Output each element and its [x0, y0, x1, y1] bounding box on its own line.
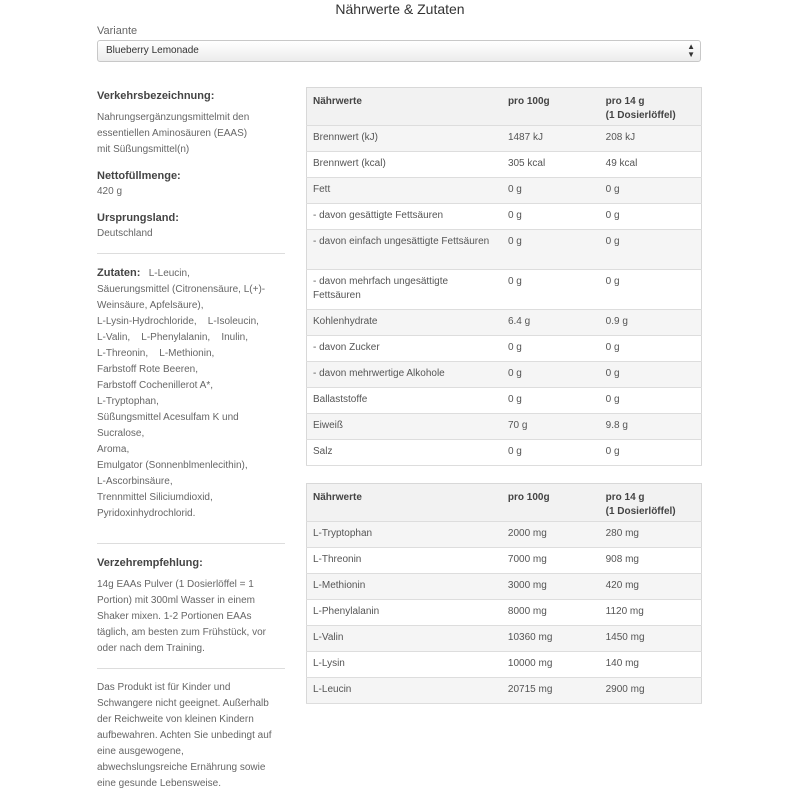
header-naehrwerte: Nährwerte — [307, 88, 502, 126]
zutaten-line: Aroma, — [97, 444, 130, 455]
zutaten-line: L-Ascorbinsäure, — [97, 476, 173, 487]
value-per-100g: 0 g — [502, 178, 600, 204]
row-label: Brennwert (kcal) — [307, 152, 502, 178]
table-row — [307, 652, 702, 678]
zutaten-line: L-Lysin-Hydrochloride, L-Isoleucin, — [97, 316, 259, 327]
value-per-100g: 0 g — [502, 230, 600, 270]
table-row — [307, 204, 702, 230]
page-title: Nährwerte & Zutaten — [335, 1, 465, 17]
value-per-100g: 0 g — [502, 440, 600, 466]
table-row — [307, 270, 702, 310]
table-row — [307, 126, 702, 152]
verzehr-line: täglich, am besten zum Frühstück, vor — [97, 627, 266, 638]
header-naehrwerte: Nährwerte — [307, 484, 502, 522]
value-per-portion: 908 mg — [600, 548, 702, 574]
value-per-portion: 2900 mg — [600, 678, 702, 704]
value-per-portion: 9.8 g — [600, 414, 702, 440]
naehrwerte-table — [306, 87, 702, 466]
value-per-portion: 0 g — [600, 440, 702, 466]
zutaten-line: Sucralose, — [97, 428, 145, 439]
value-per-100g: 8000 mg — [502, 600, 600, 626]
hinweis-line: der Reichweite von kleinen Kindern — [97, 714, 254, 725]
zutaten-line: Pyridoxinhydrochlorid. — [97, 508, 196, 519]
product-info — [97, 88, 287, 796]
variant-select[interactable] — [97, 40, 701, 62]
verzehr-line: 14g EAAs Pulver (1 Dosierlöffel = 1 — [97, 579, 254, 590]
row-label: L-Threonin — [307, 548, 502, 574]
table-row — [307, 626, 702, 652]
zutaten-first: L-Leucin, — [148, 268, 190, 279]
value-per-portion: 0 g — [600, 388, 702, 414]
table-row — [307, 574, 702, 600]
value-per-portion: 49 kcal — [600, 152, 702, 178]
naehrwerte-table-body — [307, 126, 702, 466]
hinweis-line: abwechslungsreiche Ernährung sowie — [97, 762, 266, 773]
row-label: Salz — [307, 440, 502, 466]
value-per-portion: 0.9 g — [600, 310, 702, 336]
table-row — [307, 414, 702, 440]
row-label: - davon einfach ungesättigte Fettsäuren — [307, 230, 502, 270]
divider — [97, 253, 285, 254]
zutaten-line: L-Valin, L-Phenylalanin, Inulin, — [97, 332, 249, 343]
row-label: L-Phenylalanin — [307, 600, 502, 626]
zutaten-line: Süßungsmittel Acesulfam K und — [97, 412, 239, 423]
value-per-portion: 140 mg — [600, 652, 702, 678]
table-row — [307, 152, 702, 178]
zutaten-line: Farbstoff Cochenillerot A*, — [97, 380, 213, 391]
table-row — [307, 678, 702, 704]
table-row — [307, 336, 702, 362]
header-pro-portion: pro 14 g (1 Dosierlöffel) — [600, 484, 702, 522]
header-pro-portion: pro 14 g (1 Dosierlöffel) — [600, 88, 702, 126]
value-per-100g: 0 g — [502, 336, 600, 362]
select-arrows-icon: ▲ ▼ — [687, 42, 695, 59]
value-per-portion: 0 g — [600, 230, 702, 270]
zutaten-line: Emulgator (Sonnenblmenlecithin), — [97, 460, 248, 471]
row-label: L-Lysin — [307, 652, 502, 678]
nettofuellmenge-label: Nettofüllmenge: — [97, 170, 181, 182]
divider — [97, 543, 285, 544]
value-per-100g: 3000 mg — [502, 574, 600, 600]
ursprungsland-label: Ursprungsland: — [97, 212, 179, 224]
value-per-100g: 70 g — [502, 414, 600, 440]
table-row — [307, 522, 702, 548]
aminosaeuren-table — [306, 483, 702, 704]
row-label: - davon mehrfach ungesättigte Fettsäuren — [307, 270, 502, 310]
verkehrsbezeichnung-label: Verkehrsbezeichnung: — [97, 90, 215, 102]
verzehr-line: Portion) mit 300ml Wasser in einem — [97, 595, 256, 606]
header-pro-100g: pro 100g — [502, 484, 600, 522]
verzehrempfehlung-label: Verzehrempfehlung: — [97, 557, 203, 569]
zutaten-line: L-Threonin, L-Methionin, — [97, 348, 215, 359]
value-per-portion: 0 g — [600, 362, 702, 388]
variant-selected-value: Blueberry Lemonade — [106, 45, 199, 56]
value-per-portion: 0 g — [600, 204, 702, 230]
value-per-100g: 10360 mg — [502, 626, 600, 652]
zutaten-label: Zutaten: — [97, 267, 141, 279]
value-per-100g: 0 g — [502, 362, 600, 388]
hinweis-line: Das Produkt ist für Kinder und — [97, 682, 231, 693]
table-row — [307, 440, 702, 466]
table-header-row — [307, 484, 702, 522]
table-row — [307, 600, 702, 626]
ursprungsland-value: Deutschland — [97, 228, 153, 239]
row-label: L-Methionin — [307, 574, 502, 600]
zutaten-line: Weinsäure, Apfelsäure), — [97, 300, 204, 311]
zutaten-line: Säuerungsmittel (Citronensäure, L(+)- — [97, 284, 266, 295]
verkehrsbezeichnung-line: Nahrungsergänzungsmittelmit den — [97, 112, 250, 123]
value-per-portion: 208 kJ — [600, 126, 702, 152]
hinweis-line: eine ausgewogene, — [97, 746, 184, 757]
variant-label: Variante — [97, 25, 138, 37]
row-label: Kohlenhydrate — [307, 310, 502, 336]
table-row — [307, 230, 702, 270]
row-label: Eiweiß — [307, 414, 502, 440]
zutaten-line: Trennmittel Siliciumdioxid, — [97, 492, 213, 503]
verkehrsbezeichnung-line: mit Süßungsmittel(n) — [97, 144, 190, 155]
table-header-row — [307, 88, 702, 126]
verkehrsbezeichnung-line: essentiellen Aminosäuren (EAAS) — [97, 128, 248, 139]
value-per-portion: 0 g — [600, 336, 702, 362]
hinweis-line: Schwangere nicht geeignet. Außerhalb — [97, 698, 269, 709]
value-per-portion: 420 mg — [600, 574, 702, 600]
value-per-100g: 0 g — [502, 270, 600, 310]
value-per-portion: 1450 mg — [600, 626, 702, 652]
table-row — [307, 548, 702, 574]
row-label: Fett — [307, 178, 502, 204]
hinweis-line: aufbewahren. Achten Sie unbedingt auf — [97, 730, 272, 741]
row-label: L-Tryptophan — [307, 522, 502, 548]
table-row — [307, 310, 702, 336]
value-per-100g: 7000 mg — [502, 548, 600, 574]
value-per-100g: 305 kcal — [502, 152, 600, 178]
row-label: Brennwert (kJ) — [307, 126, 502, 152]
value-per-portion: 1120 mg — [600, 600, 702, 626]
value-per-100g: 20715 mg — [502, 678, 600, 704]
value-per-portion: 0 g — [600, 178, 702, 204]
value-per-portion: 0 g — [600, 270, 702, 310]
row-label: Ballaststoffe — [307, 388, 502, 414]
verzehr-line: Shaker mixen. 1-2 Portionen EAAs — [97, 611, 252, 622]
value-per-100g: 6.4 g — [502, 310, 600, 336]
table-row — [307, 388, 702, 414]
nettofuellmenge-value: 420 g — [97, 186, 123, 197]
row-label: - davon Zucker — [307, 336, 502, 362]
zutaten-line: Farbstoff Rote Beeren, — [97, 364, 198, 375]
value-per-100g: 10000 mg — [502, 652, 600, 678]
table-row — [307, 178, 702, 204]
row-label: L-Leucin — [307, 678, 502, 704]
value-per-100g: 2000 mg — [502, 522, 600, 548]
value-per-portion: 280 mg — [600, 522, 702, 548]
row-label: L-Valin — [307, 626, 502, 652]
verzehr-line: oder nach dem Training. — [97, 643, 205, 654]
row-label: - davon mehrwertige Alkohole — [307, 362, 502, 388]
value-per-100g: 1487 kJ — [502, 126, 600, 152]
divider — [97, 668, 285, 669]
value-per-100g: 0 g — [502, 388, 600, 414]
aminosaeuren-table-body — [307, 522, 702, 704]
hinweis-line: eine gesunde Lebensweise. — [97, 778, 221, 789]
table-row — [307, 362, 702, 388]
row-label: - davon gesättigte Fettsäuren — [307, 204, 502, 230]
zutaten-line: L-Tryptophan, — [97, 396, 159, 407]
value-per-100g: 0 g — [502, 204, 600, 230]
header-pro-100g: pro 100g — [502, 88, 600, 126]
